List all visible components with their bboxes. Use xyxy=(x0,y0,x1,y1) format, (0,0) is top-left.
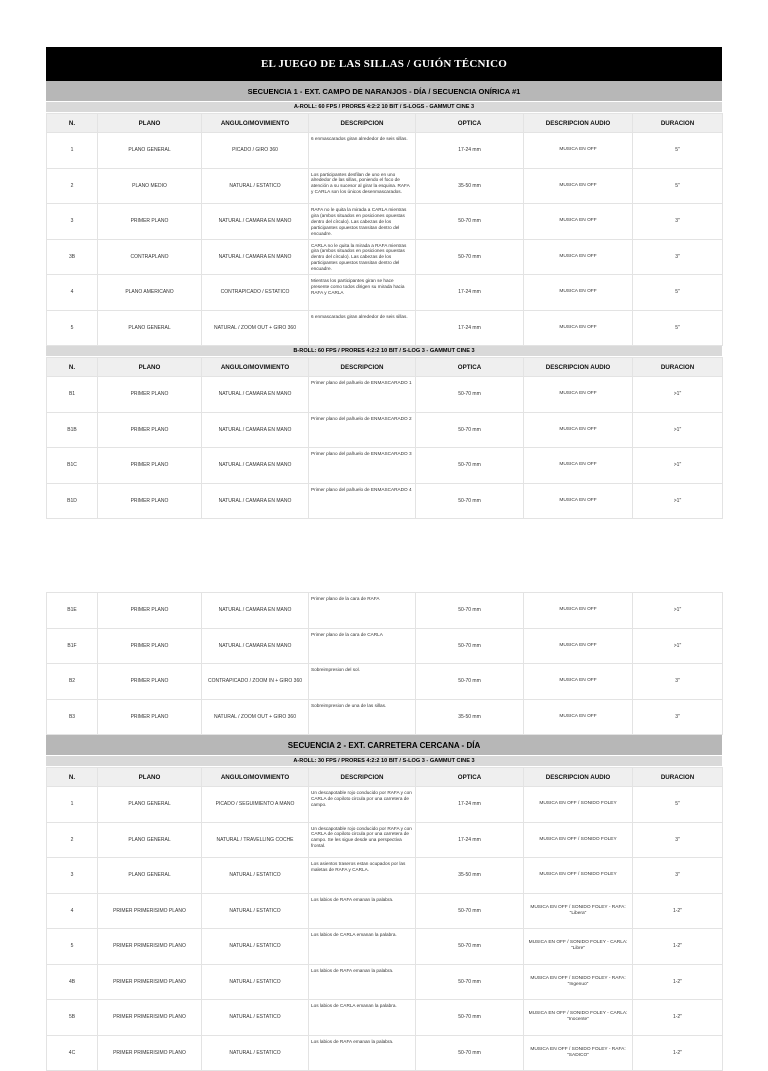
cell-audio-description: MUSICA EN OFF xyxy=(524,593,633,629)
cell-audio-description: MUSICA EN OFF / SONIDO FOLEY - CARLA: "Inocente" xyxy=(524,1000,633,1036)
cell-shot-type: PRIMER PRIMERISIMO PLANO xyxy=(98,1000,202,1036)
cell-optics: 17-24 mm xyxy=(416,310,524,346)
cell-optics: 50-70 mm xyxy=(416,239,524,275)
cell-angle-movement: NATURAL / ESTATICO xyxy=(202,168,309,204)
table-row xyxy=(47,412,723,448)
column-header-row xyxy=(47,358,723,377)
cell-shot-type: PLANO GENERAL xyxy=(98,310,202,346)
cell-shot-number: 1 xyxy=(47,133,98,169)
cell-optics: 50-70 mm xyxy=(416,628,524,664)
header-angle-movement: ANGULO/MOVIMIENTO xyxy=(202,358,309,377)
column-header-row xyxy=(47,768,723,787)
cell-audio-description: MUSICA EN OFF xyxy=(524,239,633,275)
table-row xyxy=(47,787,723,823)
cell-shot-number: 4 xyxy=(47,893,98,929)
table-row xyxy=(47,310,723,346)
cell-optics: 17-24 mm xyxy=(416,275,524,311)
table-row xyxy=(47,929,723,965)
sequence-1-header: SECUENCIA 1 - EXT. CAMPO DE NARANJOS - DÍA / SECUENCIA ONÍRICA #1 xyxy=(46,81,722,102)
cell-shot-type: PRIMER PLANO xyxy=(98,412,202,448)
header-duration: DURACION xyxy=(633,768,723,787)
cell-duration: 3" xyxy=(633,822,723,858)
cell-duration: 1-2" xyxy=(633,1000,723,1036)
table-row xyxy=(47,893,723,929)
cell-shot-type: PRIMER PRIMERISIMO PLANO xyxy=(98,1035,202,1071)
cell-optics: 50-70 mm xyxy=(416,377,524,413)
table-row xyxy=(47,377,723,413)
cell-angle-movement: NATURAL / CAMARA EN MANO xyxy=(202,377,309,413)
cell-duration: 1-2" xyxy=(633,929,723,965)
table-row xyxy=(47,483,723,519)
cell-optics: 17-24 mm xyxy=(416,133,524,169)
cell-description: Primer plano del pañuelo de ENMASCARADO 4 xyxy=(309,483,416,519)
cell-description: Primer plano del pañuelo de ENMASCARADO 2 xyxy=(309,412,416,448)
cell-description: CARLA no le quita la mirada a RAFA mientras gira (ambos situados en posiciones opuestas dentro del círculo). Las cabezas de los participantes opuestos transitan dentro del encuadre. xyxy=(309,239,416,275)
cell-audio-description: MUSICA EN OFF xyxy=(524,168,633,204)
cell-optics: 50-70 mm xyxy=(416,929,524,965)
table-row xyxy=(47,964,723,1000)
cell-duration: >1" xyxy=(633,412,723,448)
cell-shot-number: 4 xyxy=(47,275,98,311)
cell-angle-movement: NATURAL / ESTATICO xyxy=(202,964,309,1000)
header-audio-description: DESCRIPCION AUDIO xyxy=(524,114,633,133)
cell-description: Los labios de CARLA emanan la palabra. xyxy=(309,929,416,965)
cell-optics: 17-24 mm xyxy=(416,822,524,858)
cell-optics: 50-70 mm xyxy=(416,204,524,240)
cell-shot-number: B1 xyxy=(47,377,98,413)
cell-audio-description: MUSICA EN OFF xyxy=(524,628,633,664)
cell-optics: 35-50 mm xyxy=(416,168,524,204)
cell-angle-movement: NATURAL / CAMARA EN MANO xyxy=(202,628,309,664)
cell-angle-movement: NATURAL / ESTATICO xyxy=(202,1000,309,1036)
cell-shot-number: 5 xyxy=(47,310,98,346)
header-shot-type: PLANO xyxy=(98,358,202,377)
cell-audio-description: MUSICA EN OFF / SONIDO FOLEY xyxy=(524,858,633,894)
cell-shot-number: B1C xyxy=(47,448,98,484)
cell-shot-type: PRIMER PLANO xyxy=(98,483,202,519)
broll-spec-header: B-ROLL: 60 FPS / PRORES 4:2:2 10 BIT / S-LOG 3 - GAMMUT CINE 3 xyxy=(46,346,722,357)
seq1-aroll-table xyxy=(46,113,723,346)
header-audio-description: DESCRIPCION AUDIO xyxy=(524,358,633,377)
cell-shot-number: 5B xyxy=(47,1000,98,1036)
cell-shot-type: PRIMER PLANO xyxy=(98,204,202,240)
header-shot-type: PLANO xyxy=(98,768,202,787)
header-shot-type: PLANO xyxy=(98,114,202,133)
sequence-2-header: SECUENCIA 2 - EXT. CARRETERA CERCANA - DÍA xyxy=(46,735,722,756)
column-header-row xyxy=(47,114,723,133)
cell-shot-type: PRIMER PLANO xyxy=(98,377,202,413)
cell-description: Primer plano del pañuelo de ENMASCARADO 1 xyxy=(309,377,416,413)
cell-shot-number: 4C xyxy=(47,1035,98,1071)
cell-duration: 3" xyxy=(633,664,723,700)
document-title: EL JUEGO DE LAS SILLAS / GUIÓN TÉCNICO xyxy=(46,47,722,81)
cell-duration: 5" xyxy=(633,133,723,169)
cell-shot-number: B2 xyxy=(47,664,98,700)
cell-duration: 3" xyxy=(633,699,723,735)
cell-duration: 1-2" xyxy=(633,893,723,929)
header-optics: OPTICA xyxy=(416,768,524,787)
header-shot-number: N. xyxy=(47,114,98,133)
cell-duration: 1-2" xyxy=(633,1035,723,1071)
cell-audio-description: MUSICA EN OFF / SONIDO FOLEY - RAFA: "Libera" xyxy=(524,893,633,929)
cell-description: 6 enmascarados giran alrededor de seis sillas. xyxy=(309,133,416,169)
cell-optics: 17-24 mm xyxy=(416,787,524,823)
aroll-spec-header-2: A-ROLL: 30 FPS / PRORES 4:2:2 10 BIT / S-LOG 3 - GAMMUT CINE 3 xyxy=(46,756,722,767)
cell-angle-movement: NATURAL / ESTATICO xyxy=(202,893,309,929)
cell-angle-movement: NATURAL / ZOOM OUT + GIRO 360 xyxy=(202,699,309,735)
table-row xyxy=(47,628,723,664)
table-row xyxy=(47,204,723,240)
header-optics: OPTICA xyxy=(416,114,524,133)
cell-audio-description: MUSICA EN OFF xyxy=(524,377,633,413)
cell-angle-movement: NATURAL / CAMARA EN MANO xyxy=(202,204,309,240)
cell-description: 6 enmascarados giran alrededor de seis sillas. xyxy=(309,310,416,346)
cell-shot-type: PLANO GENERAL xyxy=(98,787,202,823)
cell-angle-movement: NATURAL / CAMARA EN MANO xyxy=(202,412,309,448)
cell-audio-description: MUSICA EN OFF / SONIDO FOLEY - RAFA: "SADICO" xyxy=(524,1035,633,1071)
cell-description: Los participantes desfilan de uno en uno alrededor de las sillas, poniendo el foco de atención a su sucesor al girar la esquina. RAFA y CARLA son los únicos desenmascarados. xyxy=(309,168,416,204)
cell-shot-number: B1D xyxy=(47,483,98,519)
cell-shot-number: 5 xyxy=(47,929,98,965)
script-page-2 xyxy=(46,592,722,1071)
cell-duration: 1-2" xyxy=(633,964,723,1000)
cell-shot-type: PRIMER PRIMERISIMO PLANO xyxy=(98,893,202,929)
cell-audio-description: MUSICA EN OFF xyxy=(524,204,633,240)
cell-angle-movement: NATURAL / ESTATICO xyxy=(202,1035,309,1071)
table-row xyxy=(47,239,723,275)
cell-description: Primer plano de la cara de RAFA xyxy=(309,593,416,629)
header-angle-movement: ANGULO/MOVIMIENTO xyxy=(202,114,309,133)
cell-shot-type: PRIMER PLANO xyxy=(98,664,202,700)
cell-optics: 50-70 mm xyxy=(416,593,524,629)
cell-audio-description: MUSICA EN OFF / SONIDO FOLEY xyxy=(524,787,633,823)
cell-shot-type: PLANO GENERAL xyxy=(98,822,202,858)
cell-description: Primer plano del pañuelo de ENMASCARADO 3 xyxy=(309,448,416,484)
cell-angle-movement: NATURAL / ZOOM OUT + GIRO 360 xyxy=(202,310,309,346)
table-row xyxy=(47,593,723,629)
cell-description: Un descapotable rojo conducido por RAFA y con CARLA de copiloto circula por una carretera de campo. xyxy=(309,787,416,823)
header-description: DESCRIPCION xyxy=(309,114,416,133)
cell-audio-description: MUSICA EN OFF xyxy=(524,412,633,448)
header-optics: OPTICA xyxy=(416,358,524,377)
cell-shot-number: 2 xyxy=(47,168,98,204)
cell-description: Los labios de CARLA emanan la palabra. xyxy=(309,1000,416,1036)
cell-audio-description: MUSICA EN OFF xyxy=(524,275,633,311)
cell-shot-number: 1 xyxy=(47,787,98,823)
cell-description: Los labios de RAFA emanan la palabra. xyxy=(309,893,416,929)
cell-duration: 3" xyxy=(633,858,723,894)
table-row xyxy=(47,1000,723,1036)
cell-angle-movement: PICADO / GIRO 360 xyxy=(202,133,309,169)
cell-shot-number: 4B xyxy=(47,964,98,1000)
cell-angle-movement: CONTRAPICADO / ZOOM IN + GIRO 360 xyxy=(202,664,309,700)
table-row xyxy=(47,168,723,204)
cell-shot-number: 3B xyxy=(47,239,98,275)
aroll-spec-header: A-ROLL: 60 FPS / PRORES 4:2:2 10 BIT / S-LOGS - GAMMUT CINE 3 xyxy=(46,102,722,113)
table-row xyxy=(47,664,723,700)
cell-optics: 35-50 mm xyxy=(416,858,524,894)
cell-angle-movement: NATURAL / CAMARA EN MANO xyxy=(202,448,309,484)
cell-duration: 5" xyxy=(633,275,723,311)
table-row xyxy=(47,822,723,858)
cell-description: Mientras los participantes giran se hace presente como todos dirigen su mirada hacia RAFA y CARLA xyxy=(309,275,416,311)
cell-shot-type: PRIMER PRIMERISIMO PLANO xyxy=(98,929,202,965)
cell-shot-number: B3 xyxy=(47,699,98,735)
cell-angle-movement: NATURAL / CAMARA EN MANO xyxy=(202,483,309,519)
cell-description: Sobreimpresion de una de las sillas. xyxy=(309,699,416,735)
header-audio-description: DESCRIPCION AUDIO xyxy=(524,768,633,787)
cell-description: Primer plano de la cara de CARLA xyxy=(309,628,416,664)
cell-description: Sobreimpresion del sol. xyxy=(309,664,416,700)
cell-duration: 5" xyxy=(633,310,723,346)
cell-description: Los labios de RAFA emanan la palabra. xyxy=(309,964,416,1000)
cell-description: Los labios de RAFA emanan la palabra. xyxy=(309,1035,416,1071)
cell-duration: >1" xyxy=(633,628,723,664)
cell-optics: 50-70 mm xyxy=(416,1000,524,1036)
cell-duration: >1" xyxy=(633,377,723,413)
cell-audio-description: MUSICA EN OFF xyxy=(524,664,633,700)
cell-optics: 50-70 mm xyxy=(416,412,524,448)
cell-audio-description: MUSICA EN OFF xyxy=(524,483,633,519)
seq1-broll-table-cont xyxy=(46,592,723,735)
seq2-aroll-table xyxy=(46,767,723,1071)
cell-angle-movement: NATURAL / CAMARA EN MANO xyxy=(202,593,309,629)
cell-description: Un descapotable rojo conducido por RAFA y con CARLA de copiloto circula por una carretera de campo. Se les sigue desde una perspectiva frontal. xyxy=(309,822,416,858)
cell-shot-number: 3 xyxy=(47,204,98,240)
cell-description: RAFA no le quita la mirada a CARLA mientras gira (ambos situados en posiciones opuestas dentro del círculo). Las cabezas de los participantes opuestos transitan dentro del encuadre. xyxy=(309,204,416,240)
header-description: DESCRIPCION xyxy=(309,768,416,787)
cell-shot-type: PRIMER PLANO xyxy=(98,628,202,664)
table-row xyxy=(47,448,723,484)
cell-shot-type: PRIMER PLANO xyxy=(98,593,202,629)
cell-audio-description: MUSICA EN OFF xyxy=(524,448,633,484)
script-page-1 xyxy=(46,47,722,519)
cell-audio-description: MUSICA EN OFF xyxy=(524,133,633,169)
cell-angle-movement: NATURAL / TRAVELLING COCHE xyxy=(202,822,309,858)
cell-shot-type: PLANO AMERICANO xyxy=(98,275,202,311)
header-description: DESCRIPCION xyxy=(309,358,416,377)
seq1-broll-table xyxy=(46,357,723,519)
cell-shot-number: B1B xyxy=(47,412,98,448)
cell-optics: 50-70 mm xyxy=(416,664,524,700)
cell-shot-type: PRIMER PLANO xyxy=(98,448,202,484)
cell-shot-type: CONTRAPLANO xyxy=(98,239,202,275)
cell-shot-type: PLANO GENERAL xyxy=(98,858,202,894)
cell-shot-number: B1F xyxy=(47,628,98,664)
cell-audio-description: MUSICA EN OFF xyxy=(524,310,633,346)
cell-angle-movement: NATURAL / ESTATICO xyxy=(202,858,309,894)
header-duration: DURACION xyxy=(633,358,723,377)
table-row xyxy=(47,133,723,169)
header-shot-number: N. xyxy=(47,358,98,377)
cell-optics: 50-70 mm xyxy=(416,893,524,929)
cell-shot-number: 3 xyxy=(47,858,98,894)
cell-duration: >1" xyxy=(633,593,723,629)
cell-optics: 35-50 mm xyxy=(416,699,524,735)
cell-duration: 5" xyxy=(633,168,723,204)
header-shot-number: N. xyxy=(47,768,98,787)
cell-duration: >1" xyxy=(633,483,723,519)
table-row xyxy=(47,699,723,735)
cell-duration: 3" xyxy=(633,204,723,240)
header-angle-movement: ANGULO/MOVIMIENTO xyxy=(202,768,309,787)
cell-duration: 5" xyxy=(633,787,723,823)
cell-optics: 50-70 mm xyxy=(416,964,524,1000)
cell-optics: 50-70 mm xyxy=(416,1035,524,1071)
cell-audio-description: MUSICA EN OFF xyxy=(524,699,633,735)
cell-shot-type: PRIMER PLANO xyxy=(98,699,202,735)
cell-angle-movement: PICADO / SEGUIMIENTO A MANO xyxy=(202,787,309,823)
cell-description: Los asientos traseros estan ocupados por las maletas de RAFA y CARLA. xyxy=(309,858,416,894)
cell-audio-description: MUSICA EN OFF / SONIDO FOLEY - RAFA: "Ingenuo" xyxy=(524,964,633,1000)
table-row xyxy=(47,858,723,894)
cell-optics: 50-70 mm xyxy=(416,448,524,484)
table-row xyxy=(47,275,723,311)
cell-shot-type: PLANO GENERAL xyxy=(98,133,202,169)
cell-optics: 50-70 mm xyxy=(416,483,524,519)
cell-audio-description: MUSICA EN OFF / SONIDO FOLEY - CARLA: "Libre" xyxy=(524,929,633,965)
table-row xyxy=(47,1035,723,1071)
cell-shot-type: PRIMER PRIMERISIMO PLANO xyxy=(98,964,202,1000)
cell-angle-movement: NATURAL / ESTATICO xyxy=(202,929,309,965)
cell-shot-type: PLANO MEDIO xyxy=(98,168,202,204)
cell-duration: >1" xyxy=(633,448,723,484)
cell-shot-number: B1E xyxy=(47,593,98,629)
cell-angle-movement: NATURAL / CAMARA EN MANO xyxy=(202,239,309,275)
header-duration: DURACION xyxy=(633,114,723,133)
cell-duration: 3" xyxy=(633,239,723,275)
cell-shot-number: 2 xyxy=(47,822,98,858)
cell-audio-description: MUSICA EN OFF / SONIDO FOLEY xyxy=(524,822,633,858)
cell-angle-movement: CONTRAPICADO / ESTATICO xyxy=(202,275,309,311)
